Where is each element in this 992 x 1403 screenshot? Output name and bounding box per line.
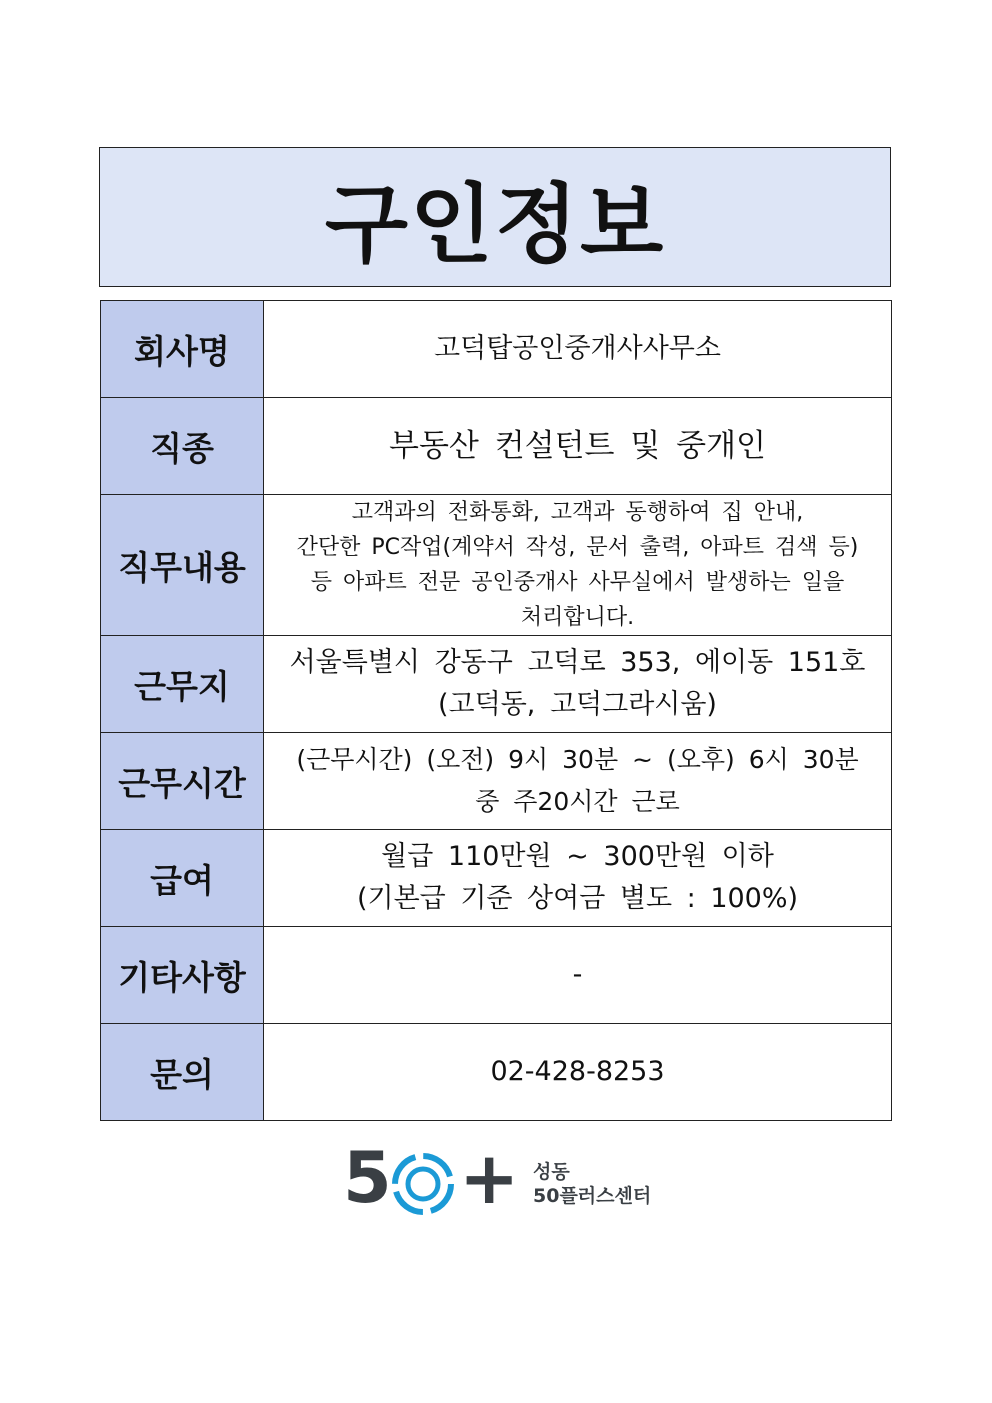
row-label-salary: 급여 (101, 830, 264, 927)
value-line: 서울특별시 강동구 고덕로 353, 에이동 151호 (289, 647, 866, 678)
row-label-occupation: 직종 (101, 398, 264, 495)
logo-five: 5 (343, 1137, 392, 1219)
table-row (101, 398, 892, 495)
row-value-duties (264, 495, 892, 636)
value-line: (고덕동, 고덕그라시움) (438, 689, 717, 720)
value-line: (기본급 기준 상여금 별도 : 100%) (356, 883, 799, 914)
job-info-table (100, 300, 892, 1121)
row-value-hours (264, 733, 892, 830)
row-value-other (264, 927, 892, 1024)
row-value-salary (264, 830, 892, 927)
value-line: - (572, 959, 583, 990)
contact-phone: 02-428-8253 (490, 1056, 665, 1087)
value-line: 등 아파트 전문 공인중개사 사무실에서 발생하는 일을 (310, 570, 845, 595)
table-row (101, 927, 892, 1024)
row-label-company: 회사명 (101, 301, 264, 398)
value-line: 간단한 PC작업(계약서 작성, 문서 출력, 아파트 검색 등) (296, 535, 859, 560)
title-banner (99, 147, 891, 287)
row-label-other: 기타사항 (101, 927, 264, 1024)
table-row (101, 301, 892, 398)
table-row (101, 733, 892, 830)
table-row (101, 495, 892, 636)
value-line: 처리합니다. (520, 605, 635, 630)
row-value-workplace (264, 636, 892, 733)
row-value-company (264, 301, 892, 398)
value-line: 고덕탑공인중개사사무소 (434, 333, 721, 364)
value-line: 월급 110만원 ~ 300만원 이하 (381, 841, 774, 872)
row-value-occupation (264, 398, 892, 495)
row-label-duties: 직무내용 (101, 495, 264, 636)
logo-line-2: 50플러스센터 (533, 1185, 652, 1207)
value-line: 부동산 컨설턴트 및 중개인 (389, 428, 766, 464)
table-row (101, 1024, 892, 1121)
page-title: 구인정보 (324, 175, 666, 275)
row-label-workplace: 근무지 (101, 636, 264, 733)
row-label-contact: 문의 (101, 1024, 264, 1121)
logo-plus: + (459, 1136, 520, 1220)
table-row (101, 636, 892, 733)
value-line: 고객과의 전화통화, 고객과 동행하여 집 안내, (351, 500, 804, 525)
row-value-contact (264, 1024, 892, 1121)
value-line: (근무시간) (오전) 9시 30분 ~ (오후) 6시 30분 (296, 745, 859, 774)
table-row (101, 830, 892, 927)
value-line: 중 주20시간 근로 (475, 787, 680, 816)
logo-line-1: 성동 (533, 1161, 570, 1183)
logo-ring-icon (389, 1150, 457, 1218)
center-logo (343, 1136, 673, 1222)
logo-wordmark (533, 1160, 651, 1208)
row-label-hours: 근무시간 (101, 733, 264, 830)
